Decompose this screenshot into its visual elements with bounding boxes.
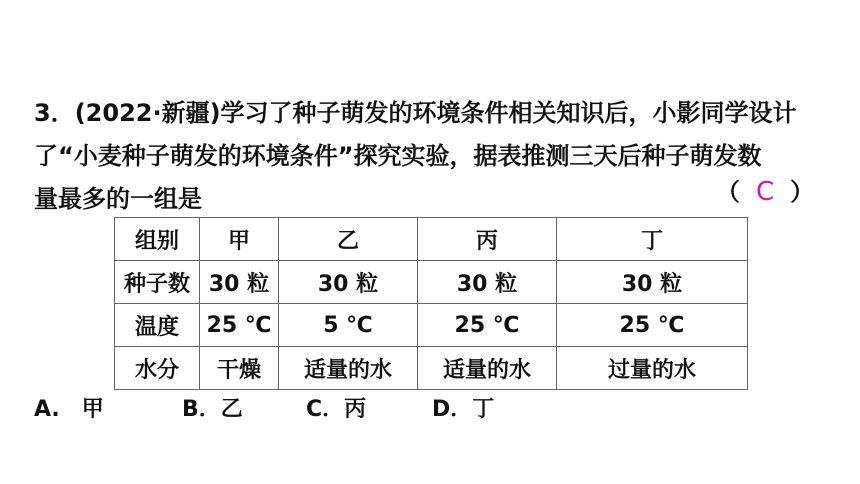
option-b[interactable]: B．乙 (182, 397, 243, 422)
table-cell: 温度 (115, 304, 200, 347)
table-row (115, 261, 748, 304)
table-cell: 适量的水 (418, 347, 557, 390)
bracket-close: ） (790, 178, 815, 206)
table-cell: 乙 (279, 218, 418, 261)
table-cell: 25 ℃ (200, 304, 279, 347)
bracket-open: （ (716, 178, 740, 206)
table-row (115, 347, 748, 390)
table-cell: 30 粒 (200, 261, 279, 304)
table-cell: 水分 (115, 347, 200, 390)
table-cell: 组别 (115, 218, 200, 261)
experiment-table (114, 217, 748, 390)
table-cell: 过量的水 (557, 347, 748, 390)
table-cell: 种子数 (115, 261, 200, 304)
question-line: 3．(2022·新疆)学习了种子萌发的环境条件相关知识后，小影同学设计 (34, 99, 797, 127)
table-row (115, 304, 748, 347)
option-c[interactable]: C．丙 (306, 397, 367, 422)
table-row (115, 218, 748, 261)
question-stem (34, 92, 834, 221)
option-a[interactable]: A. 甲 (34, 397, 104, 422)
answer-letter: C (756, 177, 775, 207)
option-d[interactable]: D．丁 (432, 397, 495, 422)
question-line: 了“小麦种子萌发的环境条件”探究实验，据表推测三天后种子萌发数 (34, 142, 762, 170)
table-cell: 丁 (557, 218, 748, 261)
table-cell: 25 ℃ (418, 304, 557, 347)
table-cell: 5 ℃ (279, 304, 418, 347)
table-cell: 30 粒 (557, 261, 748, 304)
table-cell: 丙 (418, 218, 557, 261)
table-cell: 30 粒 (418, 261, 557, 304)
table-cell: 30 粒 (279, 261, 418, 304)
answer-options (34, 392, 532, 423)
question-line: 量最多的一组是 (34, 185, 202, 213)
table-cell: 干燥 (200, 347, 279, 390)
answer-bracket (716, 172, 814, 207)
table-cell: 甲 (200, 218, 279, 261)
table-cell: 适量的水 (279, 347, 418, 390)
table-cell: 25 ℃ (557, 304, 748, 347)
